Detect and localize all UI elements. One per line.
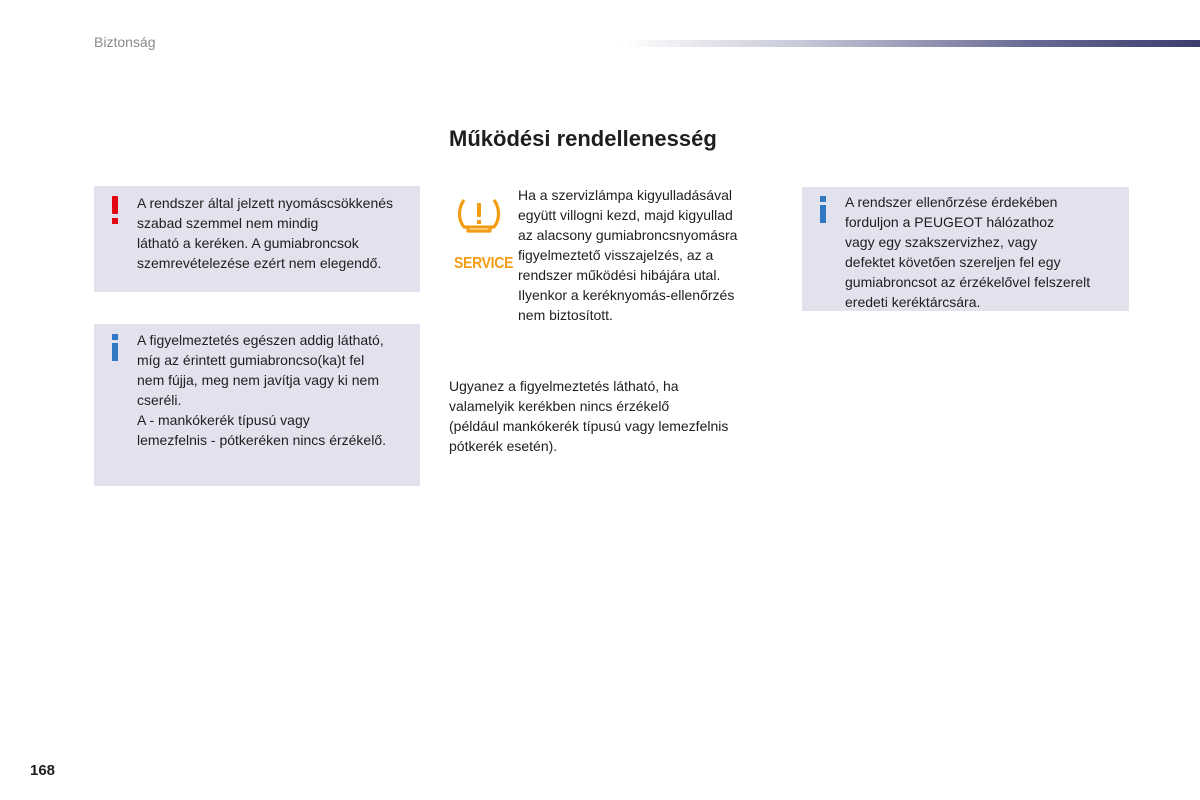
header-bar [622, 40, 1200, 47]
tire-pressure-warning-icon [456, 194, 502, 236]
middle-paragraph-1: Ha a szervizlámpa kigyulladásával együtt villogni kezd, majd kigyullad az alacsony gumiabroncsnyomásra figyelmeztető visszajelzés, az a rendszer működési hibájára utal. Ilyenkor a keréknyomás-ellenőrzés nem biztosított. [518, 187, 738, 323]
service-label: SERVICE [454, 252, 514, 272]
info-box-left-text: A figyelmeztetés egészen addig látható, míg az érintett gumiabroncso(ka)t fel nem fújja, meg nem javítja vagy ki nem cseréli. A - mankókerék típusú vagy lemezfelnis - pótkeréken nincs érzékelő. [137, 332, 387, 448]
warning-box-text: A rendszer által jelzett nyomáscsökkenés szabad szemmel nem mindig látható a keréken. A gumiabroncsok szemrevételezése ezért nem elegendő. [137, 195, 394, 271]
info-icon-right [818, 196, 828, 226]
info-box-right-text: A rendszer ellenőrzése érdekében forduljon a PEUGEOT hálózathoz vagy egy szakszervizhez, vagy defektet követően szereljen fel egy gumiabroncsot az érzékelővel felszerelt eredeti keréktárcsára. [845, 194, 1091, 310]
exclamation-icon [110, 196, 120, 226]
header-section-label: Biztonság [94, 34, 156, 50]
info-icon [110, 334, 120, 364]
middle-paragraph-2: Ugyanez a figyelmeztetés látható, ha valamelyik kerékben nincs érzékelő (például mankókerék típusú vagy lemezfelnis pótkerék esetén). [449, 378, 729, 454]
section-title: Működési rendellenesség [449, 126, 717, 151]
page-number: 168 [30, 762, 56, 779]
